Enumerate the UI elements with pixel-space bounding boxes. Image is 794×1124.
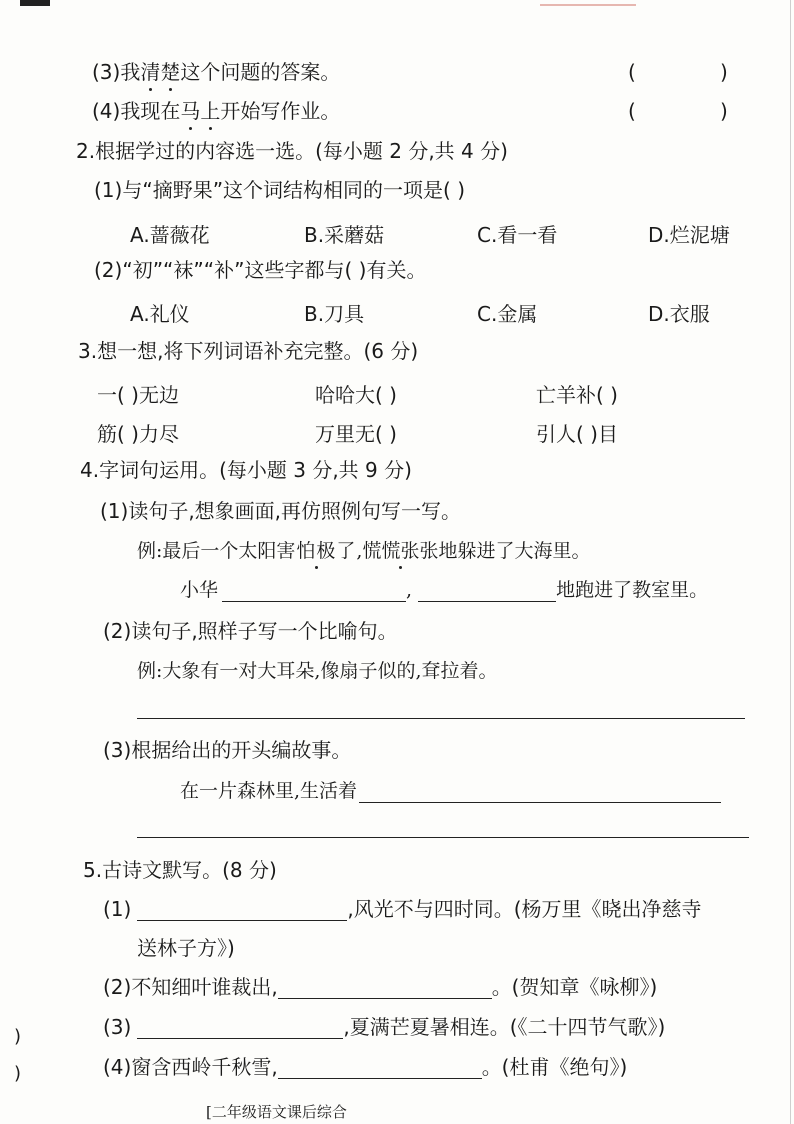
footer-label: [二年级语文课后综合	[206, 1103, 347, 1121]
answer-paren-close: )	[720, 60, 728, 84]
answer-paren-close: )	[720, 99, 728, 123]
text: 。(贺知章《咏柳》)	[491, 975, 658, 999]
item-label: (1)	[103, 897, 132, 921]
text: 这个问题的答案。	[180, 60, 341, 84]
text: 我	[120, 60, 141, 84]
q2-title: 2.根据学过的内容选一选。(每小题 2 分,共 4 分)	[76, 139, 508, 163]
text: ,风光不与四时同。(杨万里《晓出净慈寺	[347, 897, 702, 921]
top-edge-mark	[20, 0, 50, 6]
answer-blank[interactable]	[278, 978, 492, 999]
q4-title: 4.字词句运用。(每小题 3 分,共 9 分)	[80, 458, 412, 482]
q5-line-1	[103, 897, 702, 921]
idiom-fill[interactable]: 引人( )目	[536, 422, 618, 446]
margin-paren: )	[14, 1026, 22, 1047]
dotted-phrase: 害怕极了	[276, 540, 357, 562]
q4-sub1: (1)读句子,想象画面,再仿照例句写一写。	[100, 499, 462, 523]
answer-blank[interactable]	[359, 782, 721, 803]
text: 在一片森林里,生活着	[180, 780, 358, 802]
text: 地跑进了教室里。	[556, 579, 709, 601]
top-red-mark	[540, 4, 636, 6]
item-label: (3)	[103, 1015, 132, 1039]
answer-paren-open[interactable]: (	[628, 60, 636, 84]
q5-line-2	[103, 975, 657, 999]
page-edge	[790, 0, 791, 1124]
answer-blank[interactable]	[137, 1018, 343, 1039]
text: (4)窗含西岭千秋雪,	[103, 1055, 278, 1079]
q4-sub2: (2)读句子,照样子写一个比喻句。	[103, 619, 398, 643]
q2-sub2: (2)“初”“袜”“补”这些字都与( )有关。	[94, 258, 427, 282]
answer-line[interactable]	[137, 837, 749, 838]
q2-sub1: (1)与“摘野果”这个词结构相同的一项是( )	[94, 178, 466, 202]
idiom-fill[interactable]: 一( )无边	[97, 383, 179, 407]
option-d[interactable]: D.烂泥塘	[648, 223, 730, 247]
q5-line-3	[103, 1015, 665, 1039]
q3-title: 3.想一想,将下列词语补充完整。(6 分)	[78, 339, 419, 363]
dotted-char: 上	[200, 99, 221, 123]
q1-item-4	[92, 99, 340, 123]
q5-line-1-cont: 送林子方》)	[137, 936, 235, 960]
idiom-fill[interactable]: 筋( )力尽	[97, 422, 179, 446]
dotted-phrase: 慌慌张张	[362, 540, 439, 562]
text: ,夏满芒夏暑相连。(《二十四节气歌》)	[343, 1015, 666, 1039]
idiom-fill[interactable]: 万里无( )	[315, 422, 397, 446]
q4-sub1-example	[137, 539, 591, 563]
text: 小华	[180, 579, 219, 601]
q5-line-4	[103, 1055, 627, 1079]
answer-blank[interactable]	[278, 1058, 482, 1079]
answer-blank[interactable]	[137, 900, 347, 921]
answer-line[interactable]	[137, 718, 745, 719]
text: 我现在	[120, 99, 181, 123]
item-label: (3)	[92, 60, 121, 84]
margin-paren: )	[14, 1063, 22, 1084]
text: 。(杜甫《绝句》)	[481, 1055, 628, 1079]
text: 地躲进了大海里。	[438, 540, 591, 562]
text: 例:最后一个太阳	[137, 540, 277, 562]
q4-sub3-start	[180, 779, 721, 803]
idiom-fill[interactable]: 亡羊补( )	[536, 383, 618, 407]
option-a[interactable]: A.蔷薇花	[130, 223, 210, 247]
option-c[interactable]: C.看一看	[477, 223, 558, 247]
answer-paren-open[interactable]: (	[628, 99, 636, 123]
dotted-char: 马	[180, 99, 201, 123]
text: ,	[356, 540, 363, 562]
q1-item-3	[92, 60, 340, 84]
dotted-char: 楚	[160, 60, 181, 84]
q5-title: 5.古诗文默写。(8 分)	[83, 858, 277, 882]
q4-sub3: (3)根据给出的开头编故事。	[103, 738, 352, 762]
q4-sub1-fill	[180, 578, 708, 602]
option-b[interactable]: B.采蘑菇	[304, 223, 385, 247]
q4-sub2-example: 例:大象有一对大耳朵,像扇子似的,耷拉着。	[137, 660, 498, 682]
idiom-fill[interactable]: 哈哈大( )	[315, 383, 397, 407]
item-label: (4)	[92, 99, 121, 123]
answer-blank[interactable]	[222, 581, 406, 602]
option-b[interactable]: B.刀具	[304, 302, 365, 326]
option-c[interactable]: C.金属	[477, 302, 538, 326]
dotted-char: 清	[140, 60, 161, 84]
option-d[interactable]: D.衣服	[648, 302, 710, 326]
text: 开始写作业。	[220, 99, 341, 123]
option-a[interactable]: A.礼仪	[130, 302, 190, 326]
text: ,	[406, 579, 413, 601]
text: (2)不知细叶谁裁出,	[103, 975, 278, 999]
answer-blank[interactable]	[418, 581, 556, 602]
